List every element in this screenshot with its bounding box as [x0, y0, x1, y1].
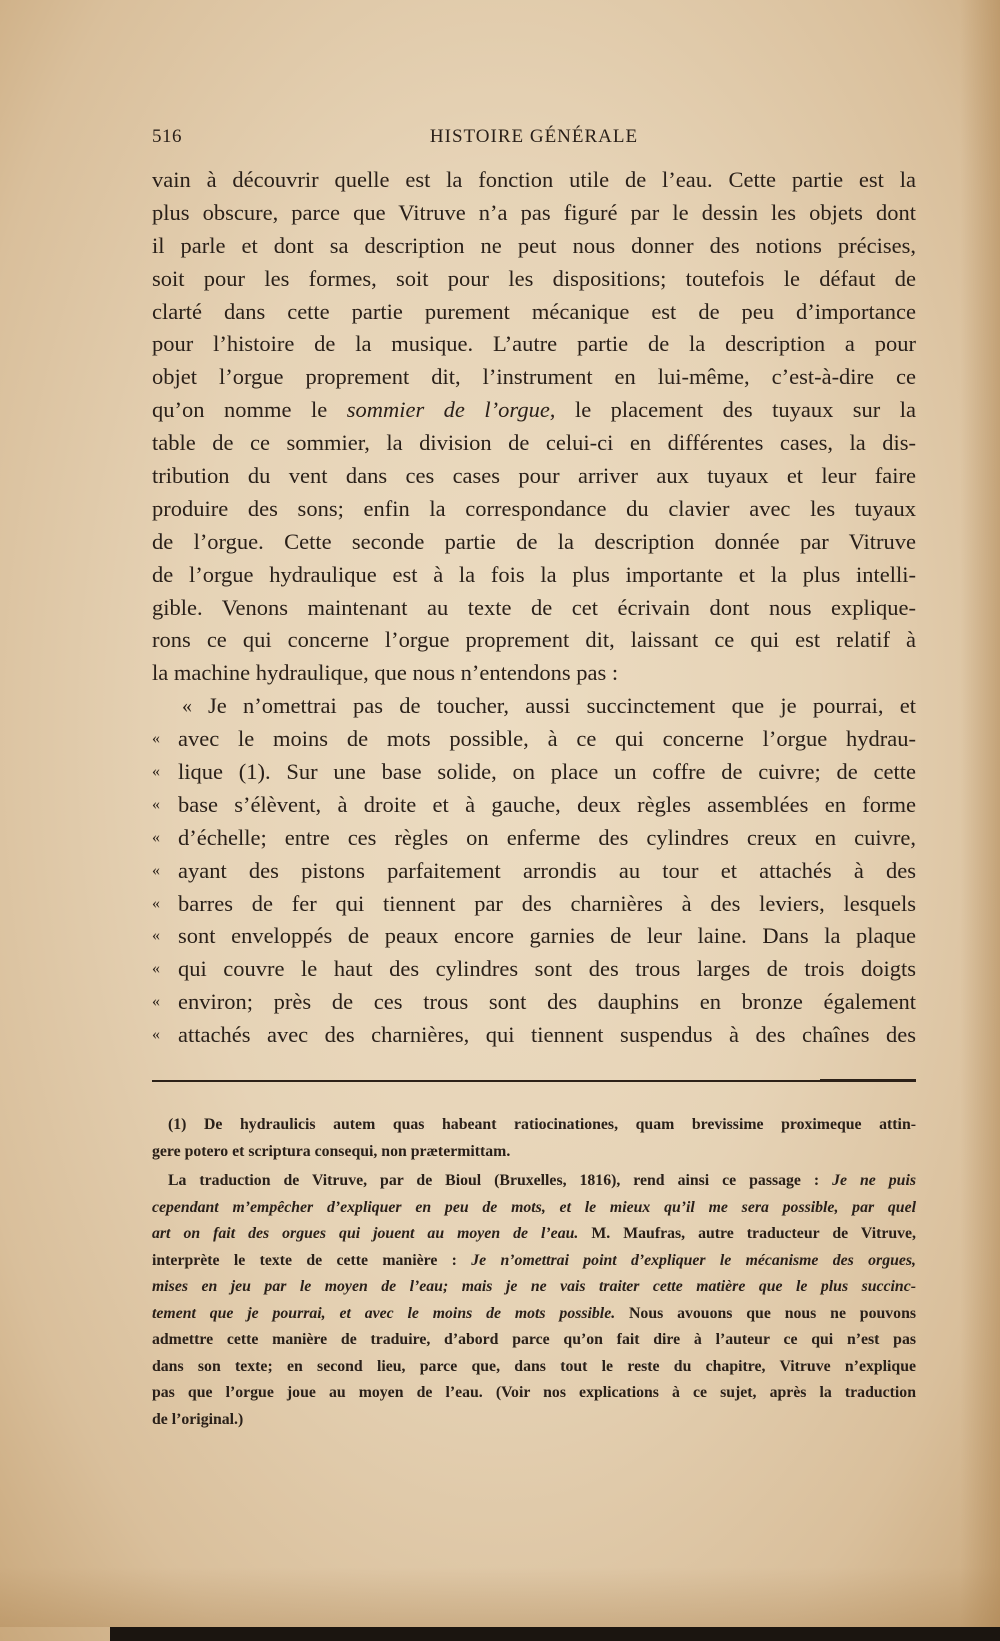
text-line: de l’orgue. Cette seconde partie de la description donnée par Vitruve: [152, 528, 916, 554]
text-line: la machine hydraulique, que nous n’entendons pas :: [152, 660, 619, 686]
running-title: HISTOIRE GÉNÉRALE: [429, 126, 639, 147]
quote-line: [152, 789, 916, 822]
quote-line: [152, 986, 916, 1019]
footnote-italic: cependant m’empêcher d’expliquer en peu de mots, et le mieux qu’il me sera possible, par quel: [152, 1198, 916, 1216]
quote-text: barres de fer qui tiennent par des charnières à des leviers, lesquels: [178, 890, 916, 916]
footnote-italic: Je n’omettrai point d’expliquer le mécanisme des orgues,: [471, 1251, 916, 1269]
quote-text: ayant des pistons parfaitement arrondis au tour et attachés à des: [178, 857, 916, 883]
page-bottom-edge: [110, 1627, 1000, 1641]
quote-line: [152, 822, 916, 855]
quote-line: [152, 690, 916, 723]
footnote-text: Nous avouons que nous ne pouvons: [629, 1304, 916, 1322]
quote-line: [152, 855, 916, 888]
quote-line: [152, 920, 916, 953]
main-text: [152, 164, 916, 1052]
footnote-italic: mises en jeu par le moyen de l’eau; mais je ne vais traiter cette matière que le plus succinc-: [152, 1278, 916, 1295]
text-line: table de ce sommier, la division de celui-ci en différentes cases, la dis-: [152, 430, 916, 456]
footnote-line: dans son texte; en second lieu, parce que, dans tout le reste du chapitre, Vitruve n’explique: [152, 1357, 916, 1375]
footnote-text: La traduction de Vitruve, par de Bioul (Bruxelles, 1816), rend ainsi ce passage :: [168, 1172, 820, 1189]
text-fragment: qu’on nomme le: [152, 397, 328, 423]
page-edge-shadow: [960, 0, 1000, 1641]
footnote-text: interprète le texte de cette manière :: [152, 1251, 457, 1269]
text-line: produire des sons; enfin la correspondance du clavier avec les tuyaux: [152, 495, 916, 521]
footnote: [152, 1112, 917, 1433]
page-header: [152, 126, 916, 152]
quote-mark: «: [182, 695, 192, 718]
footnote-line: [152, 1221, 916, 1248]
footnote-line: [152, 1248, 916, 1275]
quote-mark: «: [152, 894, 160, 912]
text-line: soit pour les formes, soit pour les dispositions; toutefois le défaut de: [152, 265, 916, 291]
text-line: tribution du vent dans ces cases pour arriver aux tuyaux et leur faire: [152, 463, 916, 489]
quote-line: [152, 756, 916, 789]
quote-line: [152, 953, 916, 986]
quote-text: avec le moins de mots possible, à ce qui concerne l’orgue hydrau-: [178, 726, 916, 752]
text-fragment: le placement des tuyaux sur la: [574, 397, 917, 423]
quote-text: sont enveloppés de peaux encore garnies de leur laine. Dans la plaque: [178, 923, 916, 949]
italic-term: sommier de l’orgue,: [346, 397, 556, 423]
quote-text: d’échelle; entre ces règles on enferme des cylindres creux en cuivre,: [178, 824, 916, 850]
footnote-line: [152, 1301, 916, 1328]
quote-line: [152, 888, 916, 921]
text-line: il parle et dont sa description ne peut nous donner des notions précises,: [152, 232, 916, 258]
text-line: plus obscure, parce que Vitruve n’a pas figuré par le dessin les objets dont: [152, 199, 916, 225]
quote-mark: «: [152, 828, 160, 846]
footnote-line: [168, 1168, 916, 1195]
footnote-line: de l’original.): [152, 1410, 244, 1428]
quote-text: lique (1). Sur une base solide, on place un coffre de cuivre; de cette: [178, 759, 916, 785]
text-line: gible. Venons maintenant au texte de cet écrivain dont nous explique-: [152, 594, 916, 620]
footnote-line: admettre cette manière de traduire, d’abord parce qu’on fait dire à l’auteur ce qui n’est pas: [152, 1331, 916, 1348]
footnote-line: gere potero et scriptura consequi, non prætermittam.: [152, 1142, 511, 1160]
quote-text: environ; près de ces trous sont des dauphins en bronze également: [178, 989, 916, 1015]
quote-text: attachés avec des charnières, qui tiennent suspendus à des chaînes des: [178, 1022, 916, 1048]
quote-mark: «: [152, 927, 160, 945]
footnote-line: (1) De hydraulicis autem quas habeant ratiocinationes, quam brevissime proximeque attin-: [168, 1116, 916, 1133]
quote-mark: «: [152, 795, 160, 813]
text-line: de l’orgue hydraulique est à la fois la plus importante et la plus intelli-: [152, 561, 916, 587]
text-line: [152, 394, 916, 427]
footnote-line: pas que l’orgue joue au moyen de l’eau. (Voir nos explications à ce sujet, après la traduction: [152, 1384, 916, 1401]
text-line: rons ce qui concerne l’orgue proprement dit, laissant ce qui est relatif à: [152, 627, 916, 653]
footnote-italic: art on fait des orgues qui jouent au moyen de l’eau.: [152, 1225, 579, 1242]
quote-mark: «: [152, 763, 160, 781]
quote-mark: «: [152, 960, 160, 978]
quote-mark: «: [152, 861, 160, 879]
quote-text: base s’élèvent, à droite et à gauche, deux règles assemblées en forme: [178, 791, 916, 817]
footnote-text: M. Maufras, autre traducteur de Vitruve,: [591, 1225, 916, 1242]
footnote-line: [152, 1195, 916, 1222]
text-line: clarté dans cette partie purement mécanique est de peu d’importance: [152, 298, 916, 324]
text-line: objet l’orgue proprement dit, l’instrument en lui-même, c’est-à-dire ce: [152, 364, 916, 390]
text-line: vain à découvrir quelle est la fonction utile de l’eau. Cette partie est la: [152, 167, 916, 192]
quote-mark: «: [152, 1026, 160, 1044]
footnote-italic: Je ne puis: [832, 1172, 917, 1189]
footnote-italic: tement que je pourrai, et avec le moins de mots possible.: [152, 1304, 616, 1322]
quote-line: [152, 1019, 916, 1052]
text-line: pour l’histoire de la musique. L’autre partie de la description a pour: [152, 331, 916, 357]
quote-text: qui couvre le haut des cylindres sont des trous larges de trois doigts: [178, 956, 916, 982]
footnote-separator-thick: [820, 1079, 916, 1082]
page-number: 516: [152, 126, 182, 147]
quote-mark: «: [152, 730, 160, 748]
quote-mark: «: [152, 993, 160, 1011]
footnote-line: [152, 1274, 916, 1301]
quote-text: Je n’omettrai pas de toucher, aussi succinctement que je pourrai, et: [208, 693, 916, 719]
footnote-separator: [152, 1080, 916, 1082]
page-bottom-shade: [0, 1567, 1000, 1627]
quote-line: [152, 723, 916, 756]
